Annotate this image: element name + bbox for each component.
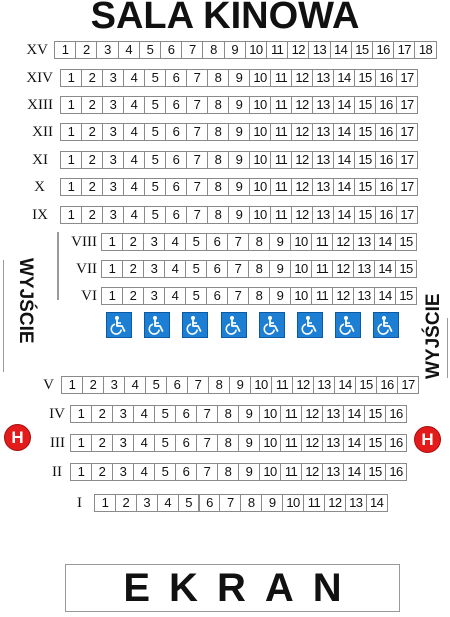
seat[interactable]: 16	[375, 206, 397, 224]
seat[interactable]: 15	[395, 287, 417, 305]
seat[interactable]: 14	[374, 287, 396, 305]
seat[interactable]: 9	[228, 151, 250, 169]
seat[interactable]: 1	[60, 123, 82, 141]
seat[interactable]: 2	[122, 287, 144, 305]
wheelchair-space-icon[interactable]	[106, 312, 132, 338]
seat[interactable]: 7	[227, 287, 249, 305]
seat[interactable]: 8	[217, 434, 239, 452]
seat[interactable]: 16	[375, 69, 397, 87]
seat[interactable]: 7	[186, 123, 208, 141]
seat[interactable]: 1	[60, 178, 82, 196]
seat[interactable]: 2	[122, 260, 144, 278]
seat[interactable]: 9	[228, 178, 250, 196]
exit-label-right: WYJŚCIE	[423, 293, 444, 379]
seat[interactable]: 10	[290, 233, 312, 251]
seat[interactable]: 15	[355, 376, 377, 394]
seat[interactable]: 5	[154, 434, 176, 452]
seat[interactable]: 4	[124, 376, 146, 394]
seat[interactable]: 3	[102, 69, 124, 87]
seat[interactable]: 1	[60, 96, 82, 114]
seat[interactable]: 16	[385, 434, 407, 452]
wheelchair-space-icon[interactable]	[373, 312, 399, 338]
seat[interactable]: 6	[160, 41, 182, 59]
seat[interactable]: 17	[397, 376, 419, 394]
seat[interactable]: 3	[136, 494, 158, 512]
seat[interactable]: 4	[123, 151, 145, 169]
seat[interactable]: 10	[249, 206, 271, 224]
seat[interactable]: 10	[249, 151, 271, 169]
seat[interactable]: 8	[207, 96, 229, 114]
seat[interactable]: 14	[333, 123, 355, 141]
seat[interactable]: 13	[312, 69, 334, 87]
seat[interactable]: 2	[81, 96, 103, 114]
seat[interactable]: 13	[353, 260, 375, 278]
seat[interactable]: 9	[228, 123, 250, 141]
seat[interactable]: 16	[375, 151, 397, 169]
fire-hydrant-right: H	[414, 426, 441, 453]
seat[interactable]: 4	[157, 494, 179, 512]
seat[interactable]: 1	[70, 405, 92, 423]
seat[interactable]: 14	[334, 376, 356, 394]
seat[interactable]: 13	[322, 463, 344, 481]
seat[interactable]: 8	[240, 494, 262, 512]
seat[interactable]: 3	[112, 405, 134, 423]
row-label: VIII	[71, 234, 97, 250]
exit-label-left: WYJŚCIE	[15, 258, 36, 344]
seat[interactable]: 10	[259, 405, 281, 423]
seat[interactable]: 17	[396, 69, 418, 87]
seat[interactable]: 13	[312, 206, 334, 224]
seat[interactable]: 17	[396, 123, 418, 141]
seat[interactable]: 14	[330, 41, 352, 59]
fire-hydrant-left: H	[4, 424, 31, 451]
row-label: I	[77, 495, 82, 511]
wheelchair-space-icon[interactable]	[221, 312, 247, 338]
seat[interactable]: 7	[196, 405, 218, 423]
seat[interactable]: 1	[101, 233, 123, 251]
seat[interactable]: 5	[145, 376, 167, 394]
seat[interactable]: 5	[185, 260, 207, 278]
seat[interactable]: 8	[208, 376, 230, 394]
seat[interactable]: 11	[270, 151, 292, 169]
seat[interactable]: 3	[102, 178, 124, 196]
seat[interactable]: 4	[118, 41, 140, 59]
seat[interactable]: 12	[291, 123, 313, 141]
seat[interactable]: 9	[238, 405, 260, 423]
seat[interactable]: 4	[133, 405, 155, 423]
seat[interactable]: 8	[207, 123, 229, 141]
row-label: II	[52, 464, 62, 480]
seat[interactable]: 1	[54, 41, 76, 59]
seat[interactable]: 12	[291, 151, 313, 169]
cinema-screen	[65, 564, 400, 612]
seat[interactable]: 14	[343, 434, 365, 452]
seat[interactable]: 6	[175, 463, 197, 481]
seat[interactable]: 12	[287, 41, 309, 59]
seat[interactable]: 2	[81, 151, 103, 169]
seat[interactable]: 16	[385, 463, 407, 481]
seat[interactable]: 13	[353, 233, 375, 251]
seat[interactable]: 5	[154, 405, 176, 423]
row-label: XV	[26, 42, 48, 58]
seat[interactable]: 7	[186, 178, 208, 196]
seat[interactable]: 15	[395, 260, 417, 278]
seat[interactable]: 9	[228, 206, 250, 224]
seat[interactable]: 7	[227, 233, 249, 251]
seat[interactable]: 1	[101, 260, 123, 278]
seat[interactable]: 12	[292, 376, 314, 394]
seat[interactable]: 12	[301, 405, 323, 423]
seat[interactable]: 3	[102, 206, 124, 224]
seat[interactable]: 16	[375, 178, 397, 196]
seat[interactable]: 15	[395, 233, 417, 251]
right-exit-marker-line	[447, 318, 448, 378]
seat[interactable]: 15	[364, 463, 386, 481]
seat[interactable]: 14	[333, 178, 355, 196]
seat[interactable]: 16	[375, 96, 397, 114]
seat[interactable]: 8	[248, 260, 270, 278]
seat[interactable]: 3	[112, 463, 134, 481]
wheelchair-space-icon[interactable]	[335, 312, 361, 338]
seat[interactable]: 10	[259, 463, 281, 481]
seat[interactable]: 4	[164, 233, 186, 251]
seat[interactable]: 12	[332, 260, 354, 278]
seat[interactable]: 13	[322, 434, 344, 452]
seat[interactable]: 11	[311, 260, 333, 278]
seat[interactable]: 11	[311, 287, 333, 305]
seat[interactable]: 13	[312, 178, 334, 196]
seat[interactable]: 9	[238, 434, 260, 452]
seat[interactable]: 11	[311, 233, 333, 251]
seat[interactable]: 4	[123, 206, 145, 224]
seat[interactable]: 14	[366, 494, 388, 512]
seat[interactable]: 7	[196, 463, 218, 481]
seat[interactable]: 10	[245, 41, 267, 59]
seat[interactable]: 3	[103, 376, 125, 394]
seat[interactable]: 17	[396, 178, 418, 196]
seat[interactable]: 9	[269, 233, 291, 251]
seat[interactable]: 7	[186, 69, 208, 87]
row-label: XIV	[26, 70, 53, 86]
seat[interactable]: 7	[219, 494, 241, 512]
seat[interactable]: 1	[60, 206, 82, 224]
seat[interactable]: 10	[250, 376, 272, 394]
seat[interactable]: 5	[144, 206, 166, 224]
seat[interactable]: 6	[175, 405, 197, 423]
seat[interactable]: 1	[61, 376, 83, 394]
seat[interactable]: 11	[280, 434, 302, 452]
seat[interactable]: 7	[187, 376, 209, 394]
seat[interactable]: 13	[312, 151, 334, 169]
seat[interactable]: 11	[270, 206, 292, 224]
left-exit-marker-line	[3, 260, 4, 372]
seat[interactable]: 8	[207, 151, 229, 169]
seat[interactable]: 10	[249, 69, 271, 87]
seat[interactable]: 6	[206, 287, 228, 305]
seat[interactable]: 11	[303, 494, 325, 512]
row-label: XI	[32, 152, 48, 168]
seat[interactable]: 8	[207, 178, 229, 196]
seat[interactable]: 11	[270, 178, 292, 196]
seat[interactable]: 4	[123, 96, 145, 114]
seat[interactable]: 3	[102, 96, 124, 114]
seat[interactable]: 11	[280, 405, 302, 423]
row-label: VII	[76, 261, 97, 277]
seat[interactable]: 14	[343, 463, 365, 481]
seat[interactable]: 15	[354, 123, 376, 141]
seat[interactable]: 6	[165, 96, 187, 114]
seat[interactable]: 6	[165, 151, 187, 169]
seat[interactable]: 2	[91, 463, 113, 481]
seat[interactable]: 15	[354, 96, 376, 114]
seat[interactable]: 13	[313, 376, 335, 394]
wheelchair-space-icon[interactable]	[259, 312, 285, 338]
seat[interactable]: 16	[375, 123, 397, 141]
seat[interactable]: 15	[351, 41, 373, 59]
seat[interactable]: 18	[414, 41, 436, 59]
seat[interactable]: 7	[181, 41, 203, 59]
seat[interactable]: 6	[165, 178, 187, 196]
seat[interactable]: 15	[354, 206, 376, 224]
seat[interactable]: 4	[123, 178, 145, 196]
seat[interactable]: 9	[261, 494, 283, 512]
seat[interactable]: 11	[271, 376, 293, 394]
seat[interactable]: 11	[270, 96, 292, 114]
seat[interactable]: 3	[143, 233, 165, 251]
seat[interactable]: 17	[396, 206, 418, 224]
seat[interactable]: 6	[206, 260, 228, 278]
seat[interactable]: 13	[308, 41, 330, 59]
seat[interactable]: 9	[238, 463, 260, 481]
row-label: XIII	[27, 97, 53, 113]
seat[interactable]: 14	[333, 96, 355, 114]
seat[interactable]: 5	[144, 151, 166, 169]
seat[interactable]: 2	[122, 233, 144, 251]
left-aisle-divider	[57, 232, 59, 300]
seat[interactable]: 1	[60, 69, 82, 87]
seat[interactable]: 3	[96, 41, 118, 59]
seat[interactable]: 2	[82, 376, 104, 394]
seat[interactable]: 15	[364, 405, 386, 423]
seat[interactable]: 14	[333, 69, 355, 87]
seat[interactable]: 11	[266, 41, 288, 59]
seat[interactable]: 7	[227, 260, 249, 278]
seat[interactable]: 8	[217, 405, 239, 423]
seat[interactable]: 9	[269, 287, 291, 305]
seat[interactable]: 7	[186, 206, 208, 224]
seat[interactable]: 11	[280, 463, 302, 481]
row-label: X	[34, 179, 45, 195]
seat[interactable]: 2	[75, 41, 97, 59]
wheelchair-space-icon[interactable]	[297, 312, 323, 338]
seat[interactable]: 4	[164, 260, 186, 278]
seat[interactable]: 9	[228, 96, 250, 114]
seat[interactable]: 8	[207, 206, 229, 224]
seat[interactable]: 14	[333, 206, 355, 224]
seat[interactable]: 17	[396, 151, 418, 169]
seat[interactable]: 12	[332, 287, 354, 305]
seat[interactable]: 15	[354, 178, 376, 196]
seat[interactable]: 11	[270, 69, 292, 87]
seat[interactable]: 2	[115, 494, 137, 512]
seat[interactable]: 6	[199, 494, 221, 512]
seat[interactable]: 5	[144, 69, 166, 87]
wheelchair-space-icon[interactable]	[182, 312, 208, 338]
seat[interactable]: 6	[206, 233, 228, 251]
seat[interactable]: 12	[301, 463, 323, 481]
seat[interactable]: 6	[165, 123, 187, 141]
seat[interactable]: 3	[112, 434, 134, 452]
seat[interactable]: 5	[144, 178, 166, 196]
seat[interactable]: 12	[301, 434, 323, 452]
seat[interactable]: 12	[291, 178, 313, 196]
seat[interactable]: 11	[270, 123, 292, 141]
seat[interactable]: 7	[196, 434, 218, 452]
seat[interactable]: 8	[248, 233, 270, 251]
seat[interactable]: 1	[101, 287, 123, 305]
seat[interactable]: 4	[164, 287, 186, 305]
seat[interactable]: 6	[175, 434, 197, 452]
seat[interactable]: 16	[385, 405, 407, 423]
row-label: XII	[32, 124, 53, 140]
seat[interactable]: 3	[143, 260, 165, 278]
seat[interactable]: 9	[269, 260, 291, 278]
seat[interactable]: 3	[102, 123, 124, 141]
row-label: IX	[32, 207, 48, 223]
seat[interactable]: 10	[290, 260, 312, 278]
seat[interactable]: 14	[333, 151, 355, 169]
seat[interactable]: 4	[123, 69, 145, 87]
seat[interactable]: 2	[91, 434, 113, 452]
seat[interactable]: 16	[376, 376, 398, 394]
seat[interactable]: 3	[102, 151, 124, 169]
hall-title: SALA KINOWA	[90, 0, 360, 37]
row-label: VI	[81, 288, 97, 304]
seat[interactable]: 2	[91, 405, 113, 423]
seat[interactable]: 1	[94, 494, 116, 512]
seat[interactable]: 12	[291, 96, 313, 114]
seat[interactable]: 12	[291, 206, 313, 224]
seat[interactable]: 1	[60, 151, 82, 169]
row-label: III	[50, 435, 65, 451]
seat[interactable]: 8	[248, 287, 270, 305]
seat[interactable]: 1	[70, 434, 92, 452]
seat[interactable]: 15	[354, 151, 376, 169]
seat[interactable]: 5	[185, 233, 207, 251]
seat[interactable]: 10	[290, 287, 312, 305]
seat[interactable]: 5	[154, 463, 176, 481]
seat[interactable]: 4	[123, 123, 145, 141]
seat[interactable]: 12	[291, 69, 313, 87]
seat[interactable]: 15	[364, 434, 386, 452]
seat[interactable]: 5	[144, 123, 166, 141]
seat[interactable]: 8	[207, 69, 229, 87]
seat[interactable]: 8	[202, 41, 224, 59]
seat[interactable]: 16	[372, 41, 394, 59]
seat[interactable]: 2	[81, 206, 103, 224]
seat[interactable]: 13	[322, 405, 344, 423]
seat[interactable]: 6	[166, 376, 188, 394]
seat[interactable]: 17	[393, 41, 415, 59]
seat[interactable]: 5	[185, 287, 207, 305]
seat[interactable]: 6	[165, 69, 187, 87]
seat[interactable]: 2	[81, 178, 103, 196]
seat[interactable]: 7	[186, 151, 208, 169]
seat[interactable]: 2	[81, 123, 103, 141]
seat[interactable]: 14	[343, 405, 365, 423]
seat[interactable]: 6	[165, 206, 187, 224]
seat[interactable]: 10	[282, 494, 304, 512]
seat[interactable]: 10	[249, 96, 271, 114]
seat[interactable]: 13	[353, 287, 375, 305]
seat[interactable]: 14	[374, 260, 396, 278]
seat[interactable]: 5	[178, 494, 200, 512]
seat[interactable]: 8	[217, 463, 239, 481]
wheelchair-space-icon[interactable]	[144, 312, 170, 338]
row-label: IV	[49, 406, 65, 422]
seat[interactable]: 4	[133, 463, 155, 481]
seat[interactable]: 2	[81, 69, 103, 87]
seat[interactable]: 15	[354, 69, 376, 87]
seat[interactable]: 13	[312, 123, 334, 141]
screen-label: EKRAN	[123, 566, 361, 610]
seat[interactable]: 10	[259, 434, 281, 452]
seat[interactable]: 12	[324, 494, 346, 512]
seat[interactable]: 10	[249, 178, 271, 196]
seat[interactable]: 7	[186, 96, 208, 114]
seat[interactable]: 12	[332, 233, 354, 251]
seat[interactable]: 5	[139, 41, 161, 59]
seat[interactable]: 10	[249, 123, 271, 141]
seat[interactable]: 5	[144, 96, 166, 114]
seat[interactable]: 4	[133, 434, 155, 452]
seat[interactable]: 3	[143, 287, 165, 305]
seat[interactable]: 13	[312, 96, 334, 114]
seat[interactable]: 13	[345, 494, 367, 512]
seat[interactable]: 9	[228, 69, 250, 87]
seat[interactable]: 9	[229, 376, 251, 394]
seat[interactable]: 17	[396, 96, 418, 114]
seat[interactable]: 14	[374, 233, 396, 251]
seat[interactable]: 9	[224, 41, 246, 59]
seat[interactable]: 1	[70, 463, 92, 481]
row-label: V	[43, 377, 54, 393]
